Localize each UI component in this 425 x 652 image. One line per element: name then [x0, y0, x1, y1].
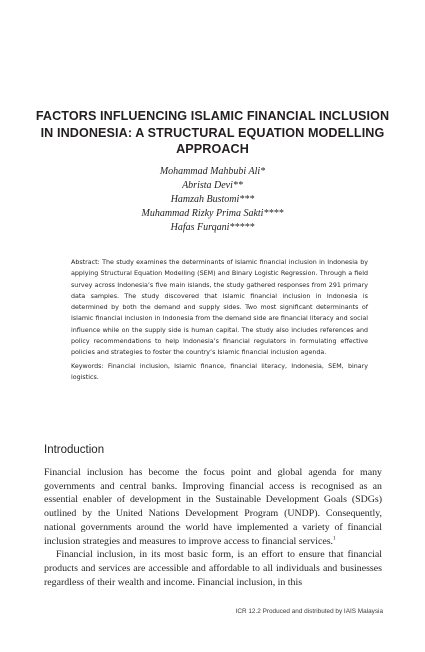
keywords-text: Financial inclusion, Islamic finance, financial literacy, Indonesia, SEM, binary logistics.	[71, 362, 368, 381]
author-list	[60, 165, 365, 235]
keywords-paragraph	[71, 361, 368, 384]
abstract	[71, 257, 368, 383]
body-paragraph: Financial inclusion, in its most basic form, is an effort to ensure that financial products and services are accessible and affordable to all individuals and businesses regardless of their wealth and income. Financial inclusion, in this	[44, 549, 382, 588]
body-paragraph	[44, 466, 382, 548]
author-name: Abrista Devi**	[182, 180, 243, 191]
page-footer: ICR 12.2 Produced and distributed by IAIS Malaysia	[235, 608, 383, 615]
author-name: Hamzah Bustomi***	[170, 194, 255, 205]
paragraph-text: Financial inclusion has become the focus point and global agenda for many governments and central banks. Improving financial access is recognised as an essential enabler of development in the Sustainable Development Goals (SDGs) outlined by the United Nations Development Program (UNDP). Consequently, national governments around the world have implemented a variety of financial inclusion strategies and measures to improve access to financial services.	[44, 467, 382, 547]
keywords-label: Keywords:	[71, 362, 104, 370]
author-name: Hafas Furqani*****	[170, 222, 255, 233]
author-name: Muhammad Rizky Prima Sakti****	[141, 208, 284, 219]
paper-title: FACTORS INFLUENCING ISLAMIC FINANCIAL INCLUSION IN INDONESIA: A STRUCTURAL EQUATION MODELLING APPROACH	[35, 109, 390, 156]
section-heading: Introduction	[44, 444, 105, 456]
abstract-label: Abstract:	[71, 259, 100, 266]
footnote-marker[interactable]: 1	[333, 535, 336, 542]
abstract-paragraph	[71, 257, 368, 359]
author-name: Mohammad Mahbubi Ali*	[159, 166, 266, 177]
abstract-text: The study examines the determinants of Islamic financial inclusion in Indonesia by applying Structural Equation Modelling (SEM) and Binary Logistic Regression. Through a field survey across Indonesia’s five main islands, the study gathered responses from 291 primary data samples. The study discovered that Islamic financial inclusion in Indonesia is determined by both the demand and supply sides. Two most significant determinants of Islamic financial inclusion in Indonesia from the demand side are financial literacy and social influence while on the supply side is human capital. The study also includes references and policy recommendations to help Indonesia’s financial regulators in formulating effective policies and strategies to foster the country’s Islamic financial inclusion agenda.	[71, 259, 368, 357]
body-text	[44, 466, 382, 589]
